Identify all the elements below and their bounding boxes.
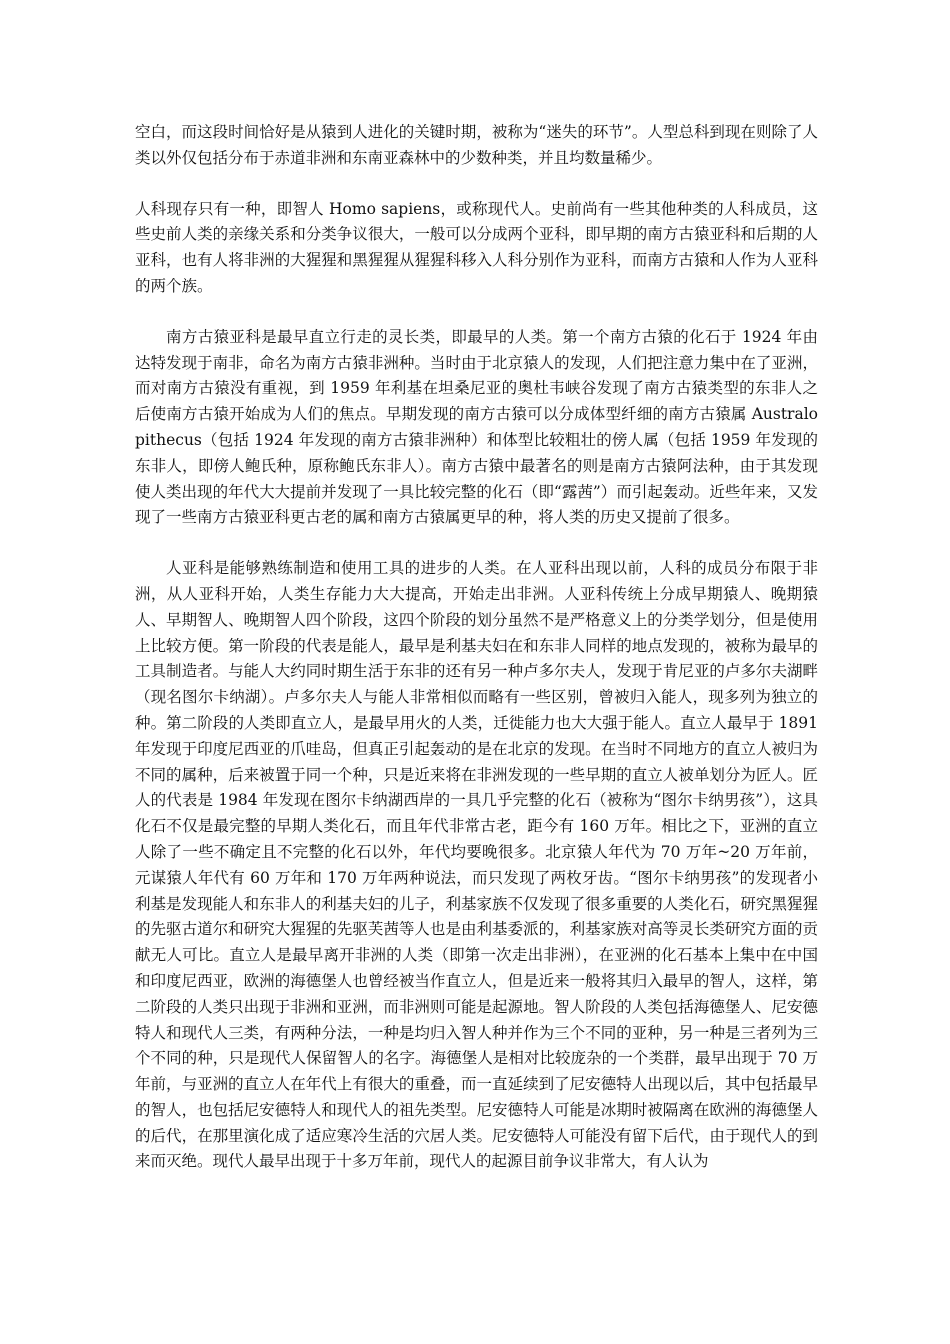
paragraph-1: 空白，而这段时间恰好是从猿到人进化的关键时期，被称为“迷失的环节”。人型总科到现在则除了人类以外仅包括分布于赤道非洲和东南亚森林中的少数种类，并且均数量稀少。	[135, 123, 818, 167]
paragraph-3: 南方古猿亚科是最早直立行走的灵长类，即最早的人类。第一个南方古猿的化石于 1924 年由达特发现于南非，命名为南方古猿非洲种。当时由于北京猿人的发现，人们把注意力集中在了亚洲，而对南方古猿没有重视，到 1959 年利基在坦桑尼亚的奥杜韦峡谷发现了南方古猿类型的东非人之后使南方古猿开始成为人们的焦点。早期发现的南方古猿可以分成体型纤细的南方古猿属 Australopithecus（包括 1924 年发现的南方古猿非洲种）和体型比较粗壮的傍人属（包括 1959 年发现的东非人，即傍人鲍氏种，原称鲍氏东非人）。南方古猿中最著名的则是南方古猿阿法种，由于其发现使人类出现的年代大大提前并发现了一具比较完整的化石（即“露茜”）而引起轰动。近些年来，又发现了一些南方古猿亚科更古老的属和南方古猿属更早的种，将人类的历史又提前了很多。	[135, 327, 818, 527]
document-body	[135, 120, 818, 1200]
paragraph-4: 人亚科是能够熟练制造和使用工具的进步的人类。在人亚科出现以前，人科的成员分布限于非洲，从人亚科开始，人类生存能力大大提高，开始走出非洲。人亚科传统上分成早期猿人、晚期猿人、早期智人、晚期智人四个阶段，这四个阶段的划分虽然不是严格意义上的分类学划分，但是使用上比较方便。第一阶段的代表是能人，最早是利基夫妇在和东非人同样的地点发现的，被称为最早的工具制造者。与能人大约同时期生活于东非的还有另一种卢多尔夫人，发现于肯尼亚的卢多尔夫湖畔（现名图尔卡纳湖）。卢多尔夫人与能人非常相似而略有一些区别，曾被归入能人，现多列为独立的种。第二阶段的人类即直立人，是最早用火的人类，迁徙能力也大大强于能人。直立人最早于 1891 年发现于印度尼西亚的爪哇岛，但真正引起轰动的是在北京的发现。在当时不同地方的直立人被归为不同的属种，后来被置于同一个种，只是近来将在非洲发现的一些早期的直立人被单划分为匠人。匠人的代表是 1984 年发现在图尔卡纳湖西岸的一具几乎完整的化石（被称为“图尔卡纳男孩”），这具化石不仅是最完整的早期人类化石，而且年代非常古老，距今有 160 万年。相比之下，亚洲的直立人除了一些不确定且不完整的化石以外，年代均要晚很多。北京猿人年代为 70 万年~20 万年前，元谋猿人年代有 60 万年和 170 万年两种说法，而只发现了两枚牙齿。“图尔卡纳男孩”的发现者小利基是发现能人和东非人的利基夫妇的儿子，利基家族不仅发现了很多重要的人类化石，研究黑猩猩的先驱古道尔和研究大猩猩的先驱芙茜等人也是由利基委派的，利基家族对高等灵长类研究方面的贡献无人可比。直立人是最早离开非洲的人类（即第一次走出非洲），在亚洲的化石基本上集中在中国和印度尼西亚，欧洲的海德堡人也曾经被当作直立人，但是近来一般将其归入最早的智人，这样，第二阶段的人类只出现于非洲和亚洲，而非洲则可能是起源地。智人阶段的人类包括海德堡人、尼安德特人和现代人三类，有两种分法，一种是均归入智人种并作为三个不同的亚种，另一种是三者列为三个不同的种，只是现代人保留智人的名字。海德堡人是相对比较庞杂的一个类群，最早出现于 70 万年前，与亚洲的直立人在年代上有很大的重叠，而一直延续到了尼安德特人出现以后，其中包括最早的智人，也包括尼安德特人和现代人的祖先类型。尼安德特人可能是冰期时被隔离在欧洲的海德堡人的后代，在那里演化成了适应寒冷生活的穴居人类。尼安德特人可能没有留下后代，由于现代人的到来而灭绝。现代人最早出现于十多万年前，现代人的起源目前争议非常大，有人认为	[135, 559, 818, 1171]
paragraph-2: 人科现存只有一种，即智人 Homo sapiens，或称现代人。史前尚有一些其他种类的人科成员，这些史前人类的亲缘关系和分类争议很大，一般可以分成两个亚科，即早期的南方古猿亚科和后期的人亚科，也有人将非洲的大猩猩和黑猩猩从猩猩科移入人科分别作为亚科，而南方古猿和人作为人亚科的两个族。	[135, 199, 818, 295]
